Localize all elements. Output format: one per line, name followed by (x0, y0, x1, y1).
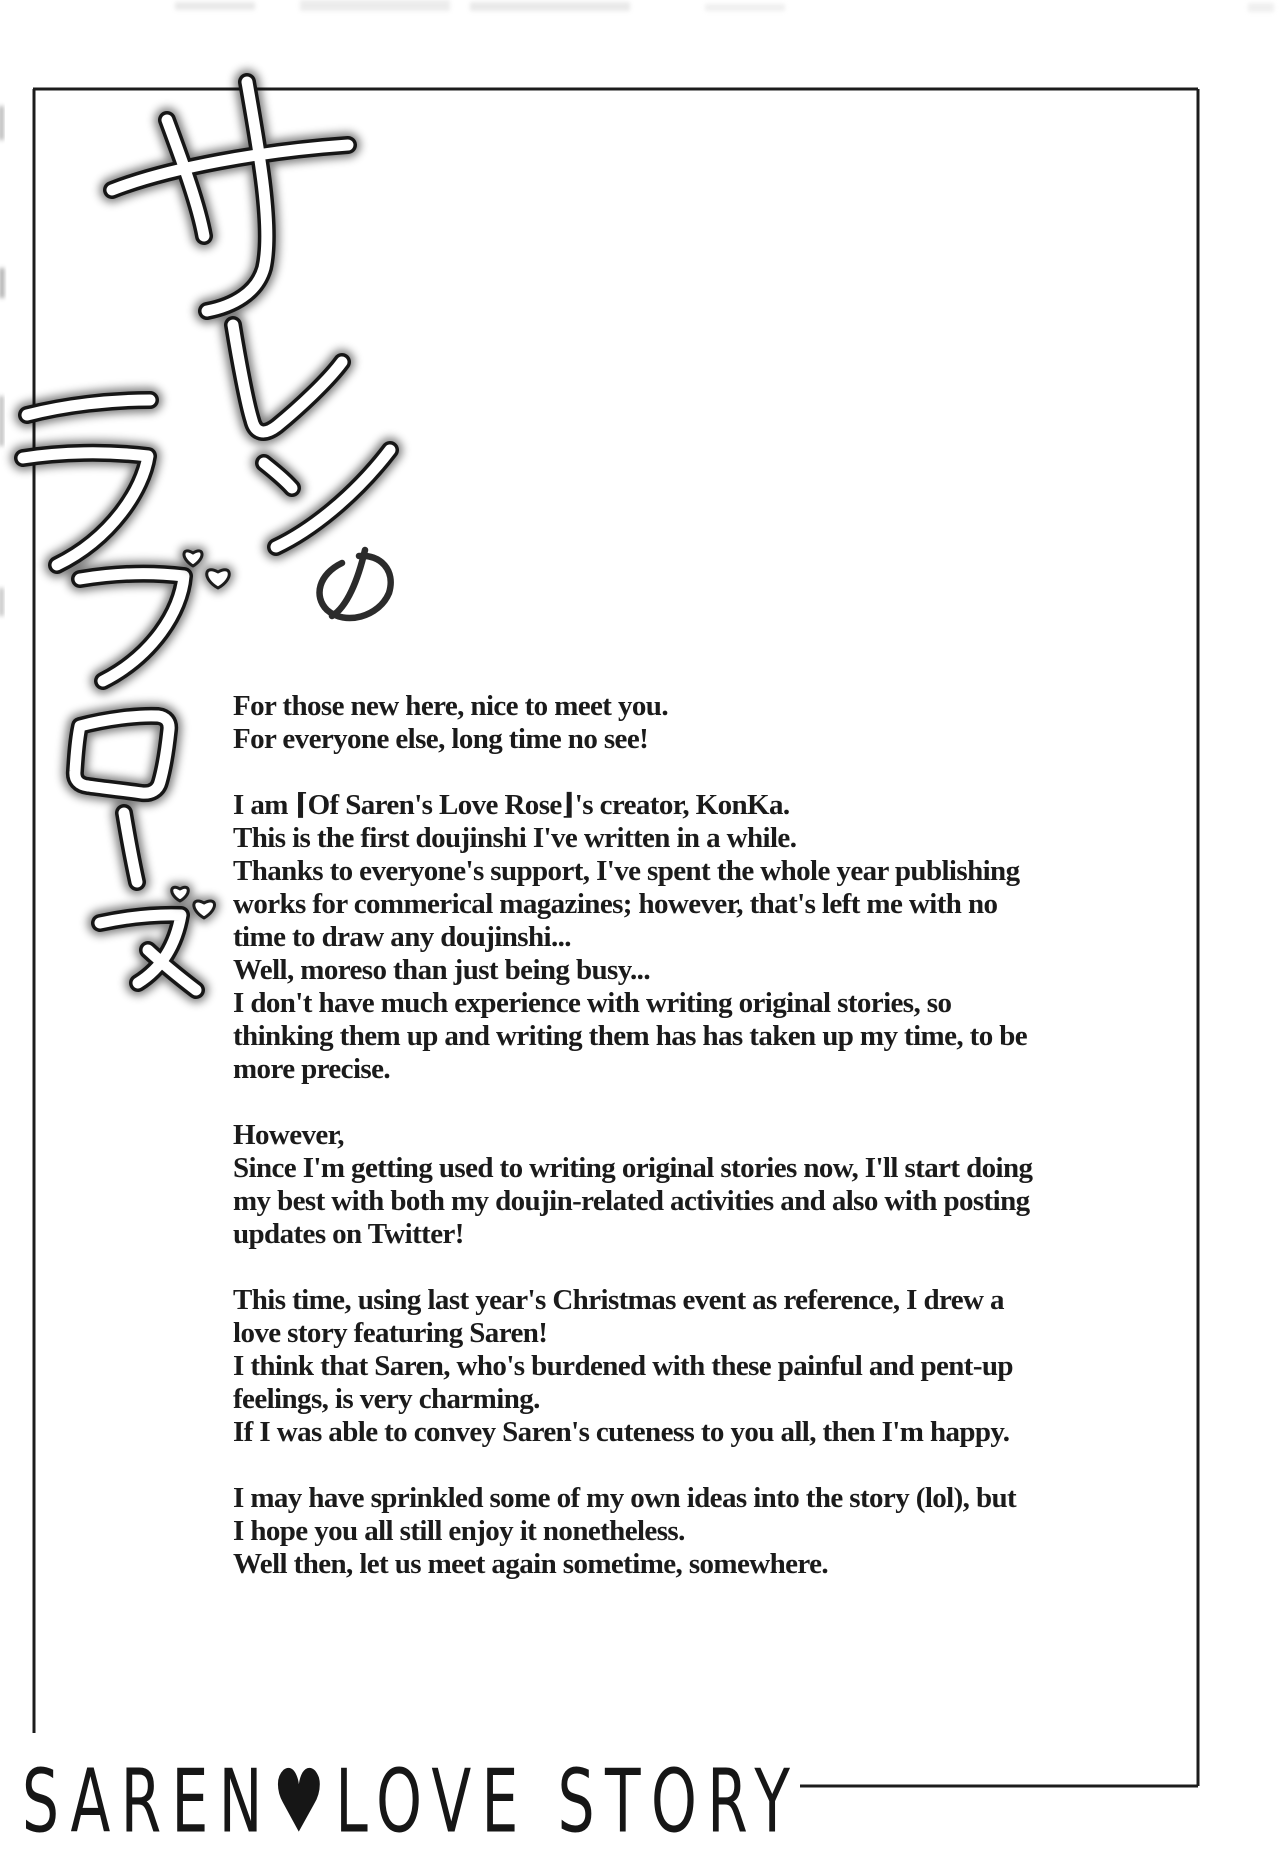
afterword-line: my best with both my doujin-related activities and also with posting (233, 1185, 1030, 1217)
afterword-line: works for commerical magazines; however, that's left me with no (233, 888, 998, 920)
afterword-line: Well, moreso than just being busy... (233, 954, 650, 986)
afterword-paragraph (233, 789, 1193, 1086)
afterword-line: Since I'm getting used to writing original stories now, I'll start doing (233, 1152, 1033, 1184)
afterword-line: I may have sprinkled some of my own ideas into the story (lol), but (233, 1482, 1017, 1514)
afterword-line: love story featuring Saren! (233, 1317, 548, 1349)
afterword-line: Well then, let us meet again sometime, somewhere. (233, 1548, 829, 1580)
afterword-line: For those new here, nice to meet you. (233, 690, 668, 722)
afterword-line: Thanks to everyone's support, I've spent the whole year publishing (233, 855, 1020, 887)
scan-artifacts (0, 0, 1274, 616)
afterword-text (233, 690, 1193, 1614)
afterword-line: This time, using last year's Christmas event as reference, I drew a (233, 1284, 1004, 1316)
afterword-paragraph (233, 1119, 1193, 1251)
afterword-line: updates on Twitter! (233, 1218, 464, 1250)
afterword-line: feelings, is very charming. (233, 1383, 540, 1415)
afterword-paragraph (233, 690, 1193, 756)
afterword-line: This is the first doujinshi I've written in a while. (233, 822, 797, 854)
afterword-line: I am ⌈Of Saren's Love Rose⌋'s creator, KonKa. (233, 789, 790, 821)
afterword-paragraph (233, 1284, 1193, 1449)
afterword-paragraph (233, 1482, 1193, 1581)
afterword-line: time to draw any doujinshi... (233, 921, 571, 953)
footer-title: SAREN♥LOVE STORY (22, 1752, 801, 1854)
afterword-line: I hope you all still enjoy it nonetheless. (233, 1515, 685, 1547)
no-character-stroke (320, 550, 391, 618)
afterword-line: For everyone else, long time no see! (233, 723, 649, 755)
afterword-line: However, (233, 1119, 344, 1151)
afterword-line: If I was able to convey Saren's cuteness to you all, then I'm happy. (233, 1416, 1010, 1448)
afterword-line: thinking them up and writing them has has taken up my time, to be (233, 1020, 1028, 1052)
afterword-line: more precise. (233, 1053, 391, 1085)
afterword-line: I think that Saren, who's burdened with these painful and pent-up (233, 1350, 1013, 1382)
afterword-line: I don't have much experience with writing original stories, so (233, 987, 952, 1019)
